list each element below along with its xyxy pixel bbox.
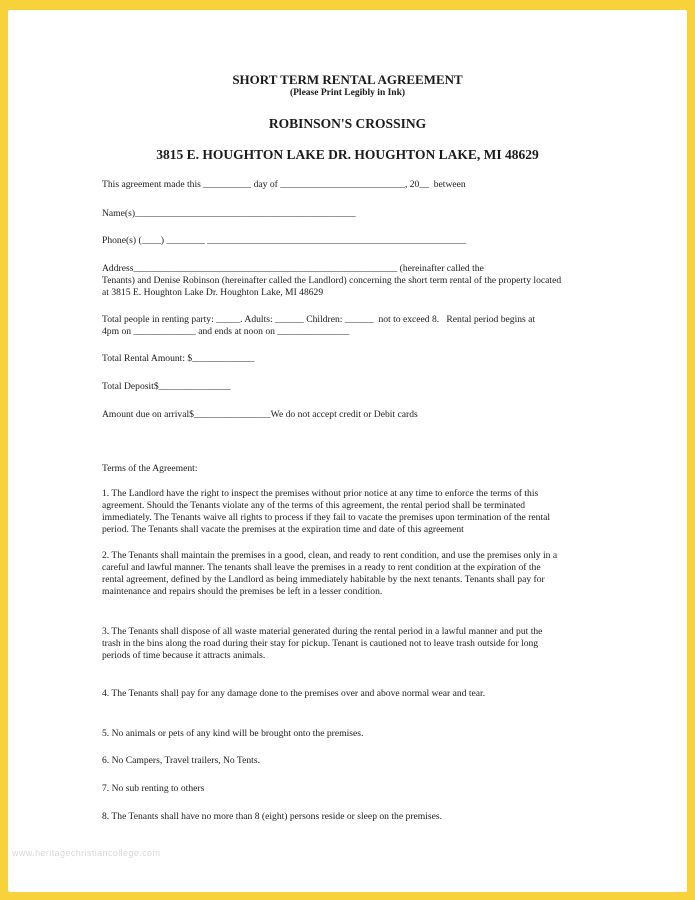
agreement-made-field[interactable]: This agreement made this __________ day of __________________________, 20__ between <box>102 179 466 190</box>
terms-heading: Terms of the Agreement: <box>102 463 198 474</box>
term-3: trash in the bins along the road during their stay for pickup. Tenant is cautioned not to leave trash outside for long <box>102 638 539 649</box>
names-field[interactable]: Name(s)______________________________________________ <box>102 208 356 219</box>
total-deposit-field[interactable]: Total Deposit$_______________ <box>102 381 231 392</box>
phone-field[interactable]: Phone(s) (____) ________ ______________________________________________________ <box>102 235 467 246</box>
total-rental-field[interactable]: Total Rental Amount: $_____________ <box>102 353 255 364</box>
term-3: 3. The Tenants shall dispose of all waste material generated during the rental period in a lawful manner and put the <box>102 626 543 637</box>
document-subtitle: (Please Print Legibly in Ink) <box>289 88 406 98</box>
amount-due-field[interactable]: Amount due on arrival$________________We do not accept credit or Debit cards <box>102 409 418 420</box>
term-4: 4. The Tenants shall pay for any damage done to the premises over and above normal wear and tear. <box>102 688 486 699</box>
term-1: 1. The Landlord have the right to inspect the premises without prior notice at any time to enforce the terms of this <box>102 488 539 499</box>
document-page <box>8 10 687 892</box>
term-1: agreement. Should the Tenants violate any of the terms of this agreement, the rental period shall be terminated <box>102 500 526 511</box>
term-1: period. The Tenants shall vacate the premises at the expiration time and date of this agreement <box>102 524 464 535</box>
term-2: maintenance and repairs should the premises be left in a lesser condition. <box>102 586 383 597</box>
term-5: 5. No animals or pets of any kind will be brought onto the premises. <box>102 728 364 739</box>
property-name: ROBINSON'S CROSSING <box>268 116 427 131</box>
term-2: 2. The Tenants shall maintain the premises in a good, clean, and ready to rent condition, and use the premises only in a <box>102 550 558 561</box>
term-3: periods of time because it attracts animals. <box>102 650 266 661</box>
document-title: SHORT TERM RENTAL AGREEMENT <box>232 72 463 87</box>
term-8: 8. The Tenants shall have no more than 8 (eight) persons reside or sleep on the premises. <box>102 811 442 822</box>
term-6: 6. No Campers, Travel trailers, No Tents. <box>102 755 260 766</box>
party-size-field[interactable]: Total people in renting party: _____. Adults: ______ Children: ______ not to exceed 8. Rental period begins at <box>102 314 536 325</box>
watermark: www.heritagechristiancollege.com <box>12 848 161 858</box>
term-2: careful and lawful manner. The tenants shall leave the premises in a ready to rent condition at the expiration of the <box>102 562 541 573</box>
property-address: 3815 E. HOUGHTON LAKE DR. HOUGHTON LAKE, MI 48629 <box>156 147 539 162</box>
term-7: 7. No sub renting to others <box>102 783 205 794</box>
address-text-line: at 3815 E. Houghton Lake Dr. Houghton Lake, MI 48629 <box>102 287 324 298</box>
address-text-line: Tenants) and Denise Robinson (hereinafter called the Landlord) concerning the short term rental of the property located <box>102 275 562 286</box>
term-2: rental agreement, defined by the Landlord as being immediately habitable by the next tenants. Tenants shall pay for <box>102 574 545 585</box>
address-field[interactable]: Address_______________________________________________________ (hereinafter called the <box>102 263 484 274</box>
rental-period-field[interactable]: 4pm on _____________ and ends at noon on _______________ <box>102 326 350 337</box>
term-1: immediately. The Tenants waive all rights to process if they fail to vacate the premises upon termination of the rental <box>102 512 551 523</box>
